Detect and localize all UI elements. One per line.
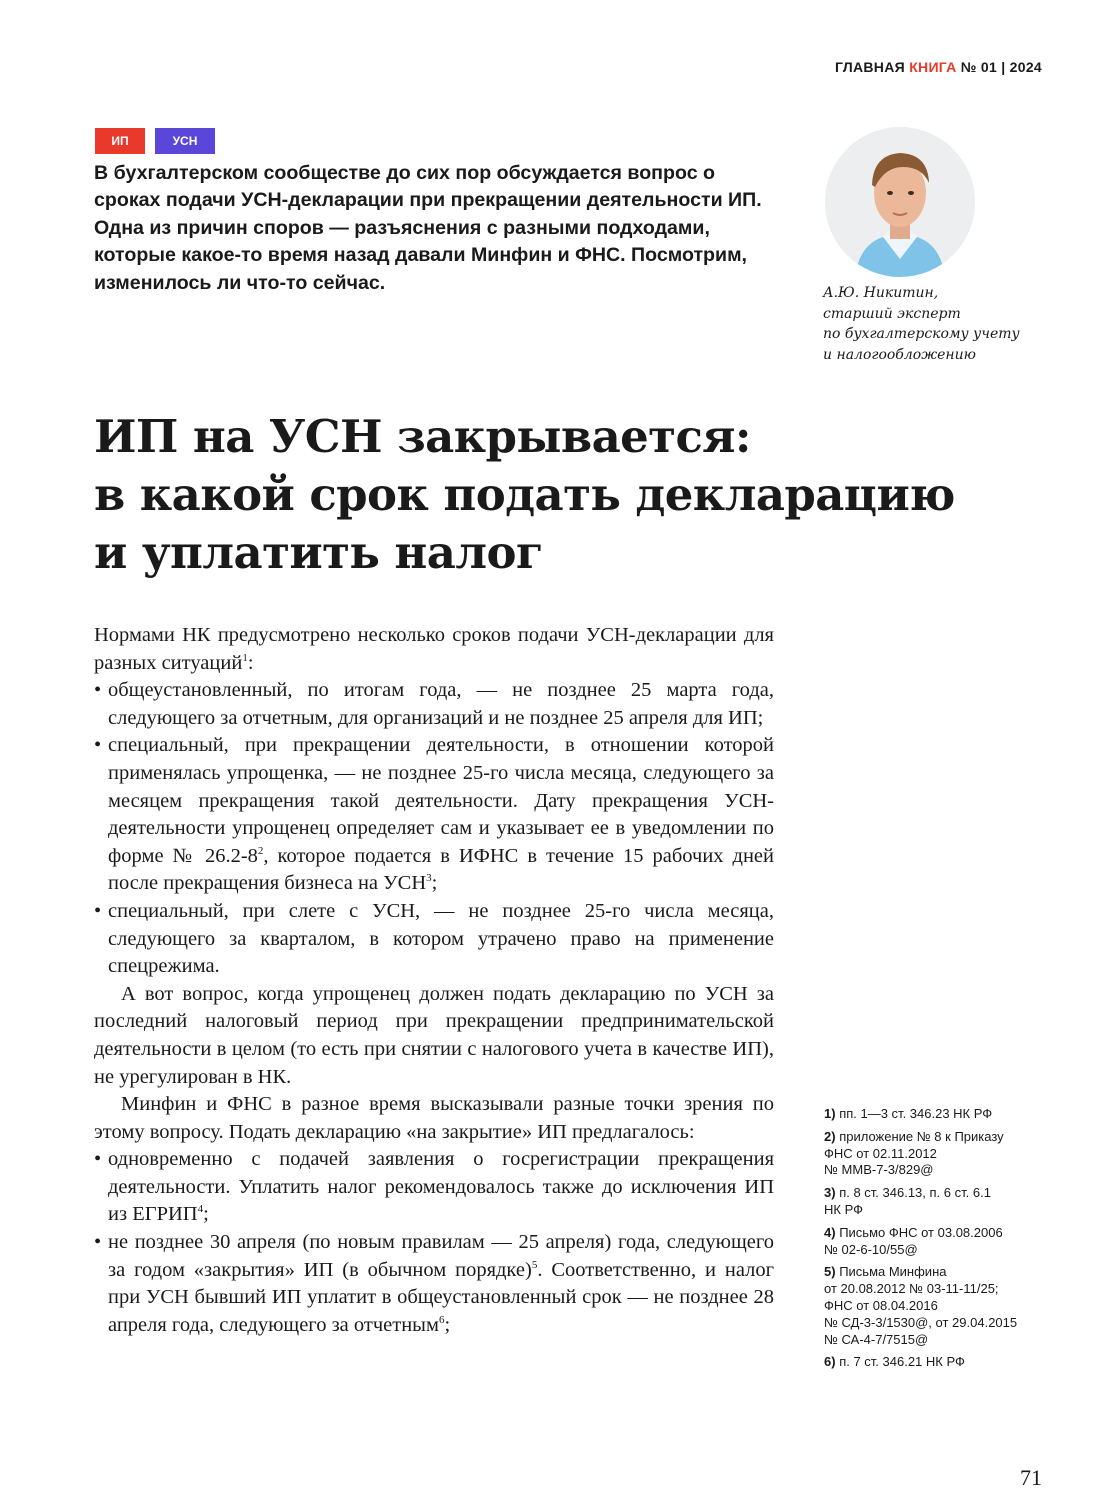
footnote: 6) п. 7 ст. 346.21 НК РФ [824,1354,965,1370]
footnote-ref[interactable]: 4 [197,1203,204,1216]
headline-line: ИП на УСН закрывается: [94,410,751,463]
author-caption [823,283,1053,365]
article-headline [94,408,1054,582]
author-position-line: и налогообложению [823,346,976,363]
author-position-line: старший эксперт [823,305,961,322]
list-item: • общеустановленный, по итогам года, — не позднее 25 марта года, следующего за отчетным, для организаций и не позднее 25 апреля для ИП; [94,677,774,732]
footnote-ref[interactable]: 3 [426,872,432,885]
body-paragraph: Нормами НК предусмотрено несколько сроков подачи УСН-декларации для разных ситуаций$^1$: [94,624,774,674]
article-body [94,622,774,1339]
footnote-ref[interactable]: 6 [438,1314,445,1327]
masthead-title-accent: КНИГА [909,59,957,75]
tag-usn[interactable]: УСН [155,128,215,154]
list-item: • специальный, при слете с УСН, — не позднее 25-го числа месяца, следующего за кварталом, в котором утрачено право на применение спецрежима. [94,898,774,981]
masthead-issue: № 01 | 2024 [960,59,1042,75]
author-photo-icon [825,127,975,277]
footnote: 1) пп. 1—3 ст. 346.23 НК РФ [824,1106,993,1121]
list-item: • не позднее 30 апреля (по новым правилам — 25 апреля) года, следующего за годом «закрытия» ИП (в обычном порядке)$^5$. Соответственно, и налог при УСН бывший ИП уплатит в общеустановленный срок — не позднее 28 апреля года, следующего за отчетным$^6$; [94,1229,774,1339]
author-portrait [825,127,975,277]
category-tags [95,128,215,154]
page-number: 71 [1020,1465,1042,1490]
body-paragraph: А вот вопрос, когда упрощенец должен подать декларацию по УСН за последний налоговый период при прекращении предпринимательской деятельности в целом (то есть при снятии с налогового учета в качестве ИП), не урегулирован в НК. [94,982,774,1088]
author-position-line: по бухгалтерскому учету [823,326,1020,342]
deadline-list [94,677,774,981]
footnotes [824,1106,1064,1377]
footnote: 4) Письмо ФНС от 03.08.2006 № 02-6-10/55@ [824,1224,1003,1257]
list-item: • одновременно с подачей заявления о госрегистрации прекращения деятельности. Уплатить налог рекомендовалось также до исключения ИП из ЕГРИП$^4$; [94,1146,774,1229]
footnote: 2) приложение № 8 к Приказу ФНС от 02.11.2012 № ММВ-7-3/829@ [824,1128,1004,1178]
body-paragraph: Минфин и ФНС в разное время высказывали разные точки зрения по этому вопросу. Подать декларацию «на закрытие» ИП предлагалось: [94,1093,774,1143]
lead-paragraph: В бухгалтерском сообществе до сих пор обсуждается вопрос о сроках подачи УСН-декларации при прекращении деятельности ИП. Одна из причин споров — разъяснения с разными подходами, которые какое-то время назад давали Минфин и ФНС. Посмотрим, изменилось ли что-то сейчас. [94,162,762,294]
footnote-ref[interactable]: 1 [242,651,248,664]
author-name: А.Ю. Никитин, [823,285,939,301]
footnote: 5) Письма Минфина от 20.08.2012 № 03-11-11/25; ФНС от 08.04.2016 № СД-3-3/1530@, от 29.04.2015 № СА-4-7/7515@ [824,1264,1018,1347]
list-item: • специальный, при прекращении деятельности, в отношении которой применялась упрощенка, — не позднее 25-го числа месяца, следующего за месяцем прекращения такой деятельности. Дату прекращения УСН-деятельности упрощенец определяет сам и указывает ее в уведомлении по форме № $26.2-8^2$, которое подается в ИФНС в течение 15 рабочих дней после прекращения бизнеса на УСН$^3$; [94,732,774,898]
options-list [94,1146,774,1339]
headline-line: и уплатить налог [94,526,543,579]
masthead-title: ГЛАВНАЯ [834,59,905,75]
footnote-ref[interactable]: 2 [257,844,264,857]
tag-ip[interactable]: ИП [95,128,145,154]
headline-line: в какой срок подать декларацию [94,468,955,521]
footnote-ref[interactable]: 5 [531,1258,538,1271]
footnote: 3) п. 8 ст. 346.13, п. 6 ст. 6.1 НК РФ [824,1185,991,1217]
masthead [835,59,1042,75]
